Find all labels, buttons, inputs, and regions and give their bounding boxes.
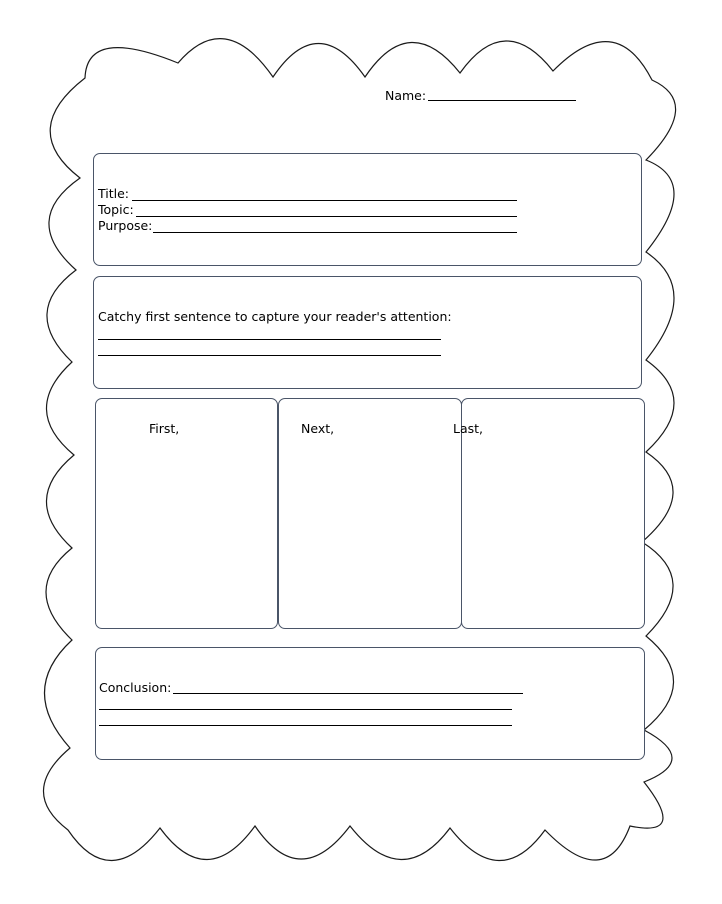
first-label: First,: [149, 421, 180, 436]
name-label: Name:: [385, 88, 427, 103]
next-label: Next,: [301, 421, 335, 436]
purpose-field-line[interactable]: [153, 232, 517, 233]
hook-prompt: Catchy first sentence to capture your reader's attention:: [98, 309, 452, 324]
first-box[interactable]: [95, 398, 278, 629]
conclusion-label: Conclusion:: [99, 680, 172, 695]
last-label: Last,: [453, 421, 484, 436]
conclusion-box: [95, 647, 645, 760]
conclusion-field-line-3[interactable]: [99, 725, 512, 726]
conclusion-field-line-2[interactable]: [99, 709, 512, 710]
title-field-line[interactable]: [132, 200, 517, 201]
info-box: [93, 153, 642, 266]
purpose-label: Purpose:: [98, 218, 153, 233]
hook-field-line-1[interactable]: [98, 339, 441, 340]
last-box[interactable]: [461, 398, 645, 629]
topic-field-line[interactable]: [136, 216, 517, 217]
hook-box: [93, 276, 642, 389]
title-label: Title:: [98, 186, 129, 201]
hook-field-line-2[interactable]: [98, 355, 441, 356]
topic-label: Topic:: [98, 202, 134, 217]
conclusion-field-line-1[interactable]: [173, 693, 523, 694]
name-field-line[interactable]: [428, 100, 576, 101]
